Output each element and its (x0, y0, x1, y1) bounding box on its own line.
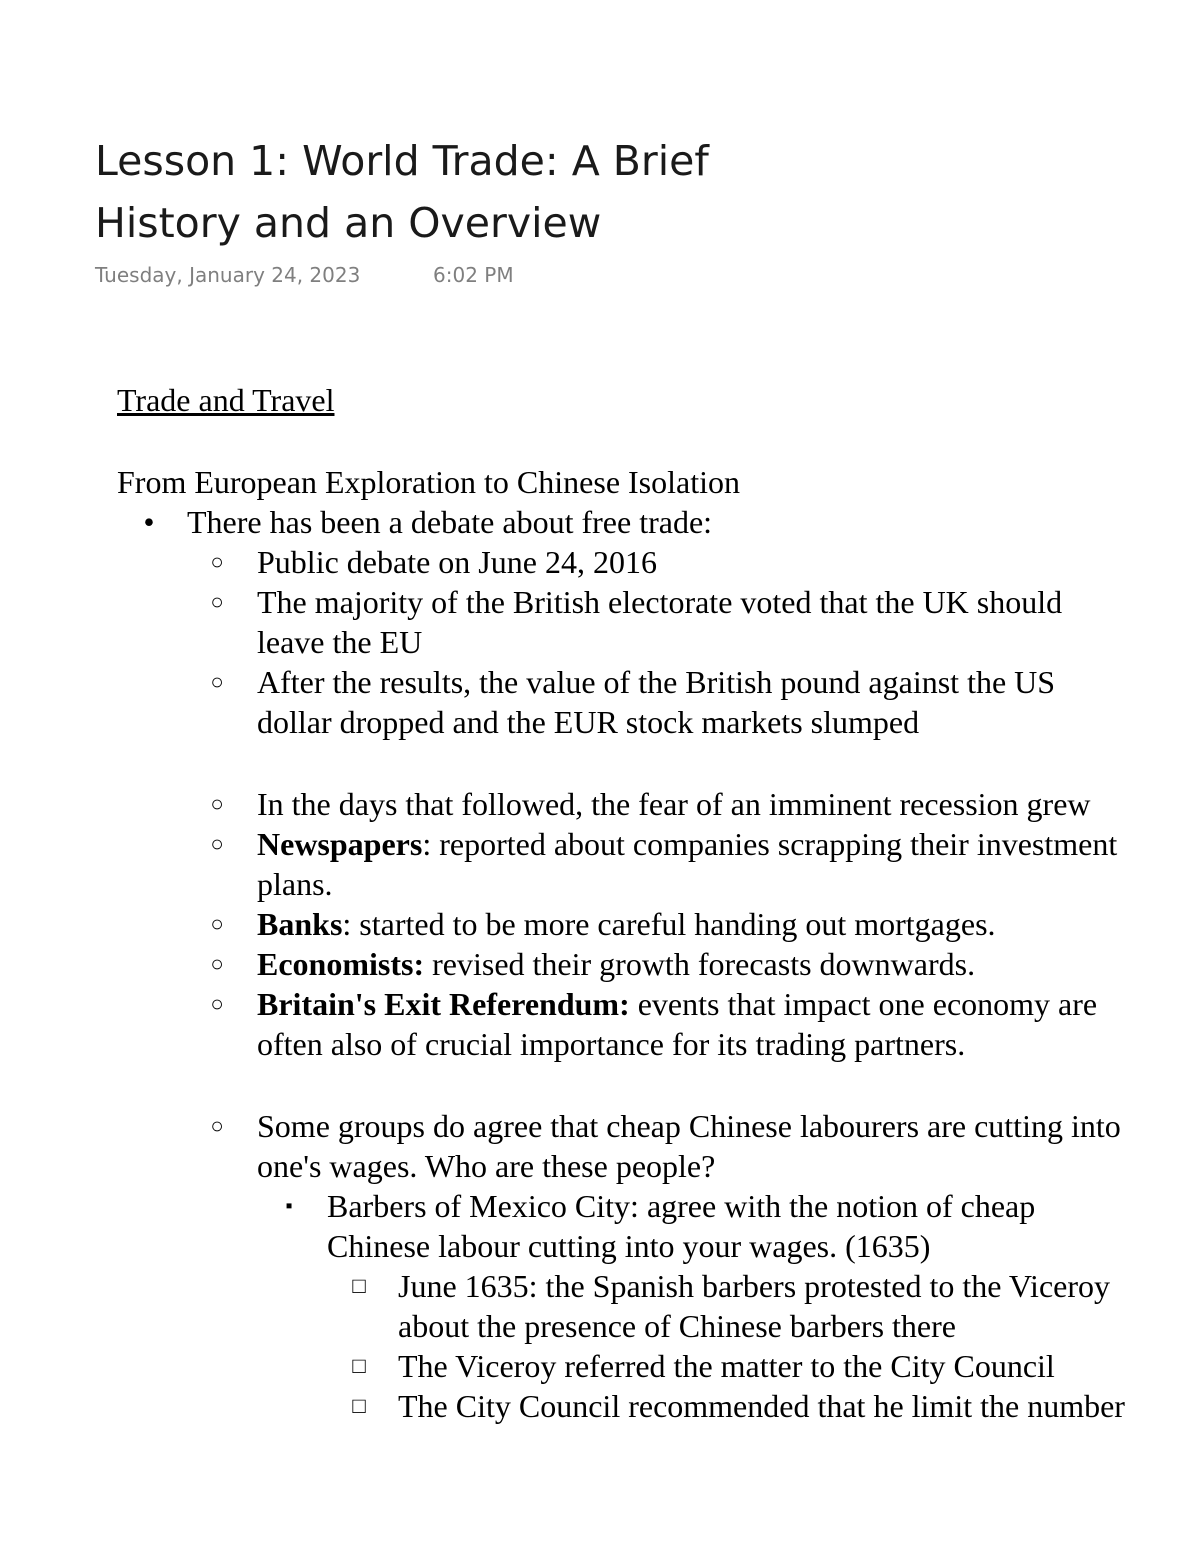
square-bullet-icon: ▪ (285, 1195, 293, 1217)
term-banks: Banks (257, 906, 343, 942)
bullet-icon: • (143, 504, 155, 540)
note-date: Tuesday, January 24, 2023 (95, 263, 361, 287)
list-item: ○ Economists: revised their growth forecasts downwards. (117, 944, 1200, 984)
list-item: ○ Newspapers: reported about companies scrapping their investment plans. (117, 824, 1200, 904)
hollow-square-bullet-icon: □ (352, 1273, 366, 1298)
list-item: ○ Britain's Exit Referendum: events that impact one economy are often also of crucial importance for its trading partners. (117, 984, 1200, 1064)
list-item: ○ The majority of the British electorate voted that the UK should leave the EU (117, 582, 1200, 662)
list-item: □ The Viceroy referred the matter to the City Council (117, 1346, 1200, 1386)
list-item: ○ Public debate on June 24, 2016 (117, 542, 1200, 582)
section-heading: Trade and Travel (117, 382, 335, 418)
term-economists: Economists: (257, 946, 425, 982)
circle-bullet-icon: ○ (210, 589, 224, 614)
list-item: ○ Some groups do agree that cheap Chinese labourers are cutting into one's wages. Who are these people? (117, 1106, 1200, 1186)
circle-bullet-icon: ○ (210, 951, 224, 976)
spacer (117, 1064, 1200, 1106)
list-item: ▪ Barbers of Mexico City: agree with the notion of cheap Chinese labour cutting into your wages. (1635) (117, 1186, 1200, 1266)
circle-bullet-icon: ○ (210, 911, 224, 936)
list-item: • There has been a debate about free trade: (117, 502, 1200, 542)
list-item: ○ Banks: started to be more careful handing out mortgages. (117, 904, 1200, 944)
list-item: □ The City Council recommended that he limit the number (117, 1386, 1200, 1426)
hollow-square-bullet-icon: □ (352, 1353, 366, 1378)
page-title: Lesson 1: World Trade: A Brief History and an Overview (95, 137, 709, 247)
circle-bullet-icon: ○ (210, 791, 224, 816)
circle-bullet-icon: ○ (210, 669, 224, 694)
spacer (117, 422, 1200, 462)
circle-bullet-icon: ○ (210, 549, 224, 574)
circle-bullet-icon: ○ (210, 831, 224, 856)
circle-bullet-icon: ○ (210, 991, 224, 1016)
term-referendum: Britain's Exit Referendum: (257, 986, 630, 1022)
hollow-square-bullet-icon: □ (352, 1393, 366, 1418)
note-body (117, 380, 1200, 1435)
list-item: □ June 1635: the Spanish barbers protested to the Viceroy about the presence of Chinese barbers there (117, 1266, 1200, 1346)
note-time: 6:02 PM (433, 263, 514, 287)
subheading: From European Exploration to Chinese Isolation (117, 464, 740, 500)
spacer (117, 742, 1200, 784)
term-newspapers: Newspapers (257, 826, 423, 862)
list-item: ○ After the results, the value of the British pound against the US dollar dropped and the EUR stock markets slumped (117, 662, 1200, 742)
list-item: ○ In the days that followed, the fear of an imminent recession grew (117, 784, 1200, 824)
circle-bullet-icon: ○ (210, 1113, 224, 1138)
